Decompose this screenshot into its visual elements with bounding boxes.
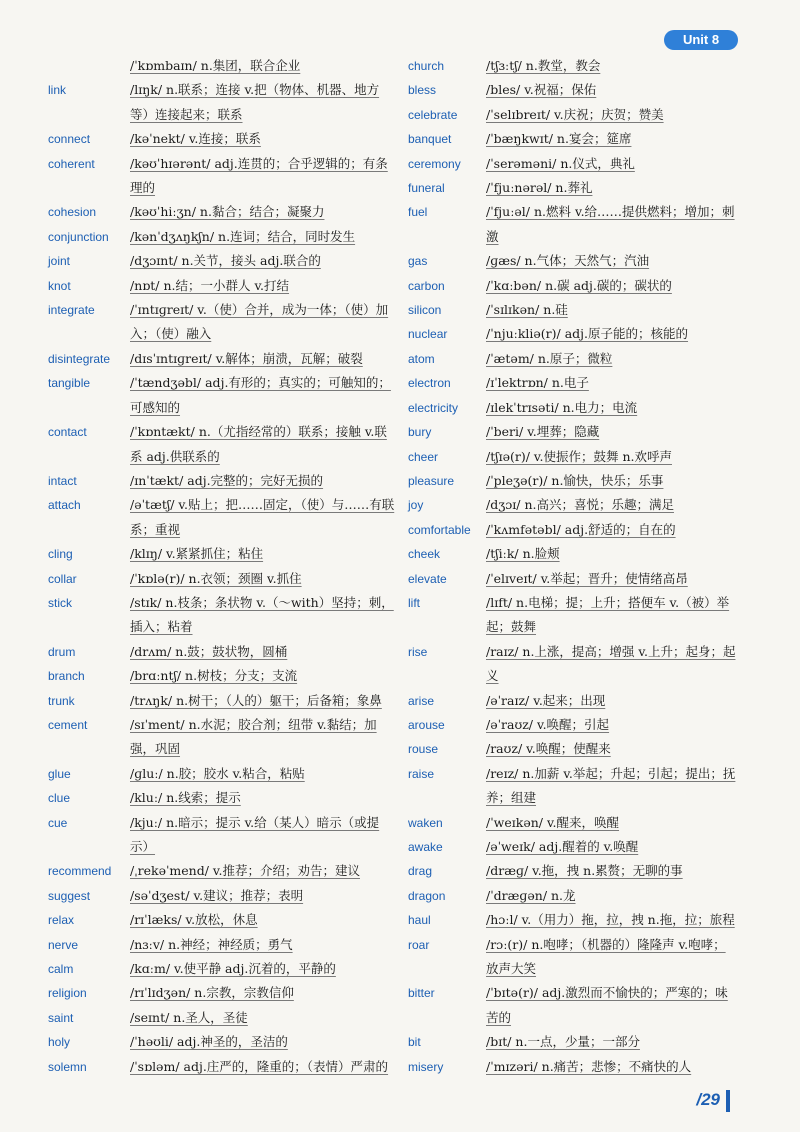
vocab-word: tangible <box>48 376 91 391</box>
vocab-entry <box>408 78 738 102</box>
vocab-definition: /kjuː/ n.暗示；提示 v.给（某人）暗示（或提示） <box>130 814 380 854</box>
unit-badge: Unit 8 <box>664 30 738 50</box>
vocab-word: lift <box>408 595 420 610</box>
vocab-definition: /lɪft/ n.电梯；提；上升；搭便车 v.（被）举起；鼓舞 <box>486 594 730 635</box>
vocab-word: electricity <box>408 400 459 415</box>
vocab-definition: /tʃiːk/ n.脸颊 <box>486 546 560 562</box>
vocab-entry <box>408 200 738 249</box>
vocab-entry <box>48 713 396 762</box>
vocab-definition: /ˈfjuːnərəl/ n.葬礼 <box>486 180 593 196</box>
vocab-definition: /ˈɪntɪɡreɪt/ v.（使）合并，成为一体；（使）加入；（使）融入 <box>130 302 389 342</box>
vocab-word: coherent <box>48 156 95 171</box>
vocab-word: link <box>48 83 67 98</box>
vocab-definition: /raʊz/ v.唤醒；使醒来 <box>486 741 611 757</box>
page-marker-bar <box>726 1090 730 1112</box>
vocab-definition: /əˈweɪk/ adj.醒着的 v.唤醒 <box>486 839 639 854</box>
vocab-word: roar <box>408 937 430 952</box>
vocab-definition: /ˈserəməni/ n.仪式，典礼 <box>486 155 635 171</box>
vocab-definition: /ˈkʌmfətəbl/ adj.舒适的；自在的 <box>486 521 676 537</box>
vocab-entry <box>408 591 738 640</box>
vocab-entry <box>48 274 396 298</box>
vocab-entry <box>408 859 738 883</box>
vocab-definition: /ˈtændʒəbl/ adj.有形的；真实的；可触知的；可感知的 <box>130 375 391 415</box>
page-number: /29 <box>696 1090 720 1109</box>
vocab-entry <box>48 567 396 591</box>
vocab-entry <box>48 469 396 493</box>
vocab-word: arise <box>408 693 435 708</box>
vocab-word: stick <box>48 595 72 610</box>
vocab-definition: /kluː/ n.线索；提示 <box>130 790 241 806</box>
vocab-entry <box>48 786 396 810</box>
vocab-word: saint <box>48 1010 74 1025</box>
vocab-entry <box>408 445 738 469</box>
vocab-word: contact <box>48 425 87 440</box>
vocab-definition: /bɪt/ n.一点，少量；一部分 <box>486 1034 640 1050</box>
vocab-word: funeral <box>408 181 445 196</box>
vocab-definition: /seɪnt/ n.圣人，圣徒 <box>130 1009 248 1025</box>
vocab-column-right <box>408 54 738 1079</box>
vocab-definition: /tʃɜːtʃ/ n.教堂，教会 <box>486 58 601 73</box>
vocab-word: banquet <box>408 132 452 147</box>
vocab-definition: /ˈfjuːəl/ n.燃料 v.给……提供燃料；增加；刺激 <box>486 204 735 244</box>
vocab-word: knot <box>48 278 71 293</box>
vocab-entry <box>408 884 738 908</box>
vocab-entry <box>48 54 396 78</box>
vocab-word: drag <box>408 864 433 879</box>
vocab-definition: /klɪŋ/ v.紧紧抓住；粘住 <box>130 546 264 562</box>
vocab-definition: /ɪlekˈtrɪsəti/ n.电力；电流 <box>486 399 638 415</box>
vocab-entry <box>48 811 396 860</box>
vocab-entry <box>48 981 396 1005</box>
vocab-entry <box>48 225 396 249</box>
vocab-entry <box>408 347 738 371</box>
vocab-word: waken <box>408 815 443 830</box>
vocab-entry <box>48 908 396 932</box>
vocab-definition: /lɪŋk/ n.联系；连接 v.把（物体、机器、地方等）连接起来；联系 <box>130 82 380 122</box>
vocab-definition: /ˈkɒlə(r)/ n.衣领；颈圈 v.抓住 <box>130 570 302 586</box>
vocab-entry <box>408 176 738 200</box>
vocab-entry <box>408 689 738 713</box>
vocab-entry <box>48 1030 396 1054</box>
vocab-definition: /kəʊˈhɪərənt/ adj.连贯的；合乎逻辑的；有条理的 <box>130 155 388 196</box>
vocab-definition: /ˈelɪveɪt/ v.举起；晋升；使情绪高昂 <box>486 570 688 586</box>
vocab-word: solemn <box>48 1059 87 1074</box>
vocab-entry <box>408 371 738 395</box>
vocab-definition: /əˈraɪz/ v.起来；出现 <box>486 692 606 708</box>
vocab-word: nuclear <box>408 327 448 342</box>
vocab-definition: /ˈpleʒə(r)/ n.愉快，快乐；乐事 <box>486 472 664 488</box>
vocab-word: fuel <box>408 205 428 220</box>
vocab-definition: /ˈætəm/ n.原子；微粒 <box>486 350 613 366</box>
vocab-entry <box>48 493 396 542</box>
vocab-word: joy <box>408 498 424 513</box>
vocab-definition: /əˈraʊz/ v.唤醒；引起 <box>486 716 610 732</box>
vocab-word: trunk <box>48 693 75 708</box>
vocab-definition: /ˈnjuːkliə(r)/ adj.原子能的；核能的 <box>486 326 689 342</box>
vocab-word: pleasure <box>408 473 455 488</box>
vocab-word: bit <box>408 1035 421 1050</box>
vocab-entry <box>48 1055 396 1079</box>
vocab-entry <box>48 689 396 713</box>
vocab-word: bury <box>408 425 432 440</box>
vocab-definition: /ˈhəʊli/ adj.神圣的，圣洁的 <box>130 1034 288 1050</box>
vocab-word: glue <box>48 766 71 781</box>
vocab-definition: /ˈberi/ v.埋葬；隐藏 <box>486 424 600 440</box>
vocab-word: gas <box>408 254 428 269</box>
vocab-definition: /ˈweɪkən/ v.醒来，唤醒 <box>486 814 620 830</box>
vocab-entry <box>408 737 738 761</box>
vocab-word: clue <box>48 791 71 806</box>
vocab-word: attach <box>48 498 81 513</box>
vocab-definition: /reɪz/ n.加薪 v.举起；升起；引起；提出；抚养；组建 <box>486 765 736 806</box>
vocab-column-left <box>48 54 396 1079</box>
vocab-entry <box>48 1006 396 1030</box>
vocab-entry <box>408 298 738 322</box>
vocab-entry <box>408 396 738 420</box>
vocab-definition: /kəʊˈhiːʒn/ n.黏合；结合；凝聚力 <box>130 204 325 220</box>
vocab-word: joint <box>48 254 71 269</box>
vocab-entry <box>48 200 396 224</box>
vocab-word: intact <box>48 473 77 488</box>
vocab-word: drum <box>48 644 76 659</box>
vocab-entry <box>408 762 738 811</box>
vocab-definition: /hɔːl/ v.（用力）拖，拉，拽 n.拖，拉；旅程 <box>486 912 735 928</box>
vocab-entry <box>408 493 738 517</box>
vocab-word: rouse <box>408 742 439 757</box>
vocab-entry <box>48 542 396 566</box>
vocab-definition: /ˈsɒləm/ adj.庄严的，隆重的；（表情）严肃的 <box>130 1058 389 1074</box>
vocab-word: recommend <box>48 864 112 879</box>
vocab-word: cue <box>48 815 68 830</box>
vocab-definition: /ˈsɪlɪkən/ n.硅 <box>486 302 568 318</box>
vocab-entry <box>48 78 396 127</box>
vocab-word: cling <box>48 547 73 562</box>
vocab-word: misery <box>408 1059 444 1074</box>
vocab-entry <box>48 640 396 664</box>
vocab-word: silicon <box>408 303 442 318</box>
vocab-definition: /kɑːm/ v.使平静 adj.沉着的，平静的 <box>130 961 336 977</box>
vocab-entry <box>408 1030 738 1054</box>
vocab-definition: /ɡæs/ n.气体；天然气；汽油 <box>486 253 650 269</box>
vocab-word: bless <box>408 83 437 98</box>
vocab-entry <box>408 567 738 591</box>
vocab-definition: /dʒɔɪnt/ n.关节，接头 adj.联合的 <box>130 253 321 269</box>
vocab-definition: /trʌŋk/ n.树干；（人的）躯干；后备箱；象鼻 <box>130 692 382 708</box>
vocab-word: integrate <box>48 303 95 318</box>
vocab-entry <box>408 469 738 493</box>
vocab-word: carbon <box>408 278 445 293</box>
vocab-entry <box>48 420 396 469</box>
vocab-word: relax <box>48 913 75 928</box>
vocab-word: arouse <box>408 717 445 732</box>
vocab-definition: /rɔː(r)/ n.咆哮；（机器的）隆隆声 v.咆哮；放声大笑 <box>486 936 726 977</box>
vocab-definition: /rɪˈlæks/ v.放松，休息 <box>130 912 258 928</box>
vocab-word: ceremony <box>408 156 461 171</box>
vocab-entry <box>408 322 738 346</box>
vocab-word: conjunction <box>48 229 109 244</box>
vocab-word: atom <box>408 351 435 366</box>
vocab-word: collar <box>48 571 77 586</box>
vocab-word: branch <box>48 669 85 684</box>
vocab-definition: /ɡluː/ n.胶；胶水 v.粘合，粘贴 <box>130 765 305 781</box>
vocab-definition: /sɪˈment/ n.水泥；胶合剂；纽带 v.黏结；加强，巩固 <box>130 716 377 757</box>
vocab-entry <box>408 127 738 151</box>
vocab-entry <box>48 152 396 201</box>
vocab-entry <box>48 298 396 347</box>
vocab-definition: /rɪˈlɪdʒən/ n.宗教，宗教信仰 <box>130 985 294 1001</box>
vocab-entry <box>408 713 738 737</box>
vocab-entry <box>48 884 396 908</box>
vocab-entry <box>408 274 738 298</box>
vocab-entry <box>408 1055 738 1079</box>
vocab-definition: /bles/ v.祝福；保佑 <box>486 82 597 98</box>
vocab-entry <box>48 957 396 981</box>
vocab-definition: /ˈmɪzəri/ n.痛苦；悲惨；不痛快的人 <box>486 1058 692 1074</box>
vocab-word: religion <box>48 986 87 1001</box>
vocab-word: cement <box>48 717 88 732</box>
vocab-entry <box>408 518 738 542</box>
vocab-definition: /drʌm/ n.鼓；鼓状物，圆桶 <box>130 643 288 659</box>
vocab-definition: /ˈselɪbreɪt/ v.庆祝；庆贺；赞美 <box>486 106 664 122</box>
vocab-word: cheer <box>408 449 439 464</box>
vocab-entry <box>48 933 396 957</box>
vocab-entry <box>48 249 396 273</box>
vocab-definition: /ˈkɒntækt/ n.（尤指经常的）联系；接触 v.联系 adj.供联系的 <box>130 424 387 464</box>
vocab-entry <box>48 591 396 640</box>
vocab-entry <box>408 54 738 78</box>
vocab-definition: /dʒɔɪ/ n.高兴；喜悦；乐趣；满足 <box>486 497 674 513</box>
vocab-word: raise <box>408 766 435 781</box>
vocab-word: disintegrate <box>48 351 111 366</box>
vocab-definition: /nɜːv/ n.神经；神经质；勇气 <box>130 936 293 952</box>
vocab-definition: /kəˈnekt/ v.连接；联系 <box>130 131 261 147</box>
vocab-entry <box>48 347 396 371</box>
vocab-word: awake <box>408 840 443 854</box>
vocab-word: rise <box>408 644 428 659</box>
vocab-definition: /səˈdʒest/ v.建议；推荐；表明 <box>130 887 304 903</box>
vocab-definition: /nɒt/ n.结；一小群人 v.打结 <box>130 277 290 293</box>
vocab-definition: /dɪsˈɪntɪɡreɪt/ v.解体；崩溃，瓦解；破裂 <box>130 350 363 366</box>
vocab-entry <box>408 835 738 859</box>
vocab-definition: /ˈbæŋkwɪt/ n.宴会；筵席 <box>486 131 632 147</box>
vocab-entry <box>408 249 738 273</box>
vocab-entry <box>408 103 738 127</box>
vocab-entry <box>408 811 738 835</box>
vocab-entry <box>48 859 396 883</box>
vocab-word: nerve <box>48 937 79 952</box>
vocab-word: elevate <box>408 571 447 586</box>
vocab-definition: /ˈbɪtə(r)/ adj.激烈而不愉快的；严寒的；味苦的 <box>486 985 728 1025</box>
vocab-definition: /raɪz/ n.上涨，提高；增强 v.上升；起身；起义 <box>486 643 736 684</box>
vocab-definition: /kənˈdʒʌŋkʃn/ n.连词；结合，同时发生 <box>130 228 356 244</box>
vocab-word: holy <box>48 1035 71 1050</box>
vocab-word: connect <box>48 132 91 147</box>
vocab-word: dragon <box>408 888 446 903</box>
vocab-word: bitter <box>408 986 435 1001</box>
vocab-entry <box>408 152 738 176</box>
vocab-word <box>48 54 130 78</box>
vocab-word: electron <box>408 376 451 391</box>
vocab-definition: /ˈdræɡən/ n.龙 <box>486 887 576 903</box>
vocab-word: suggest <box>48 888 91 903</box>
vocab-entry <box>48 664 396 688</box>
vocab-definition: /ˌrekəˈmend/ v.推荐；介绍；劝告；建议 <box>130 863 360 879</box>
vocab-entry <box>408 420 738 444</box>
vocab-word: comfortable <box>408 522 471 537</box>
vocab-entry <box>408 542 738 566</box>
vocab-entry <box>48 762 396 786</box>
vocab-definition: /ˈkɒmbaɪn/ n.集团，联合企业 <box>130 58 301 73</box>
vocab-word: cheek <box>408 547 441 562</box>
vocab-word: haul <box>408 913 431 928</box>
vocab-word: cohesion <box>48 205 97 220</box>
vocab-word: calm <box>48 962 74 977</box>
vocab-definition: /stɪk/ n.枝条；条状物 v.（～with）坚持；刺，插入；粘着 <box>130 594 394 635</box>
vocab-entry <box>408 908 738 932</box>
vocab-word: celebrate <box>408 107 458 122</box>
vocab-definition: /əˈtætʃ/ v.贴上；把……固定，（使）与……有联系；重视 <box>130 497 395 537</box>
vocab-definition: /ɪnˈtækt/ adj.完整的；完好无损的 <box>130 472 324 488</box>
vocab-entry <box>48 127 396 151</box>
vocab-entry <box>408 933 738 982</box>
vocab-definition: /dræɡ/ v.拖，拽 n.累赘；无聊的事 <box>486 863 683 879</box>
vocab-definition: /ɪˈlektrɒn/ n.电子 <box>486 375 589 391</box>
vocab-definition: /tʃɪə(r)/ v.使振作；鼓舞 n.欢呼声 <box>486 448 672 464</box>
vocab-word: church <box>408 59 445 73</box>
vocab-entry <box>408 640 738 689</box>
vocab-entry <box>408 981 738 1030</box>
vocab-entry <box>48 371 396 420</box>
vocab-definition: /brɑːntʃ/ n.树枝；分支；支流 <box>130 668 298 684</box>
vocab-definition: /ˈkɑːbən/ n.碳 adj.碳的；碳状的 <box>486 277 672 293</box>
